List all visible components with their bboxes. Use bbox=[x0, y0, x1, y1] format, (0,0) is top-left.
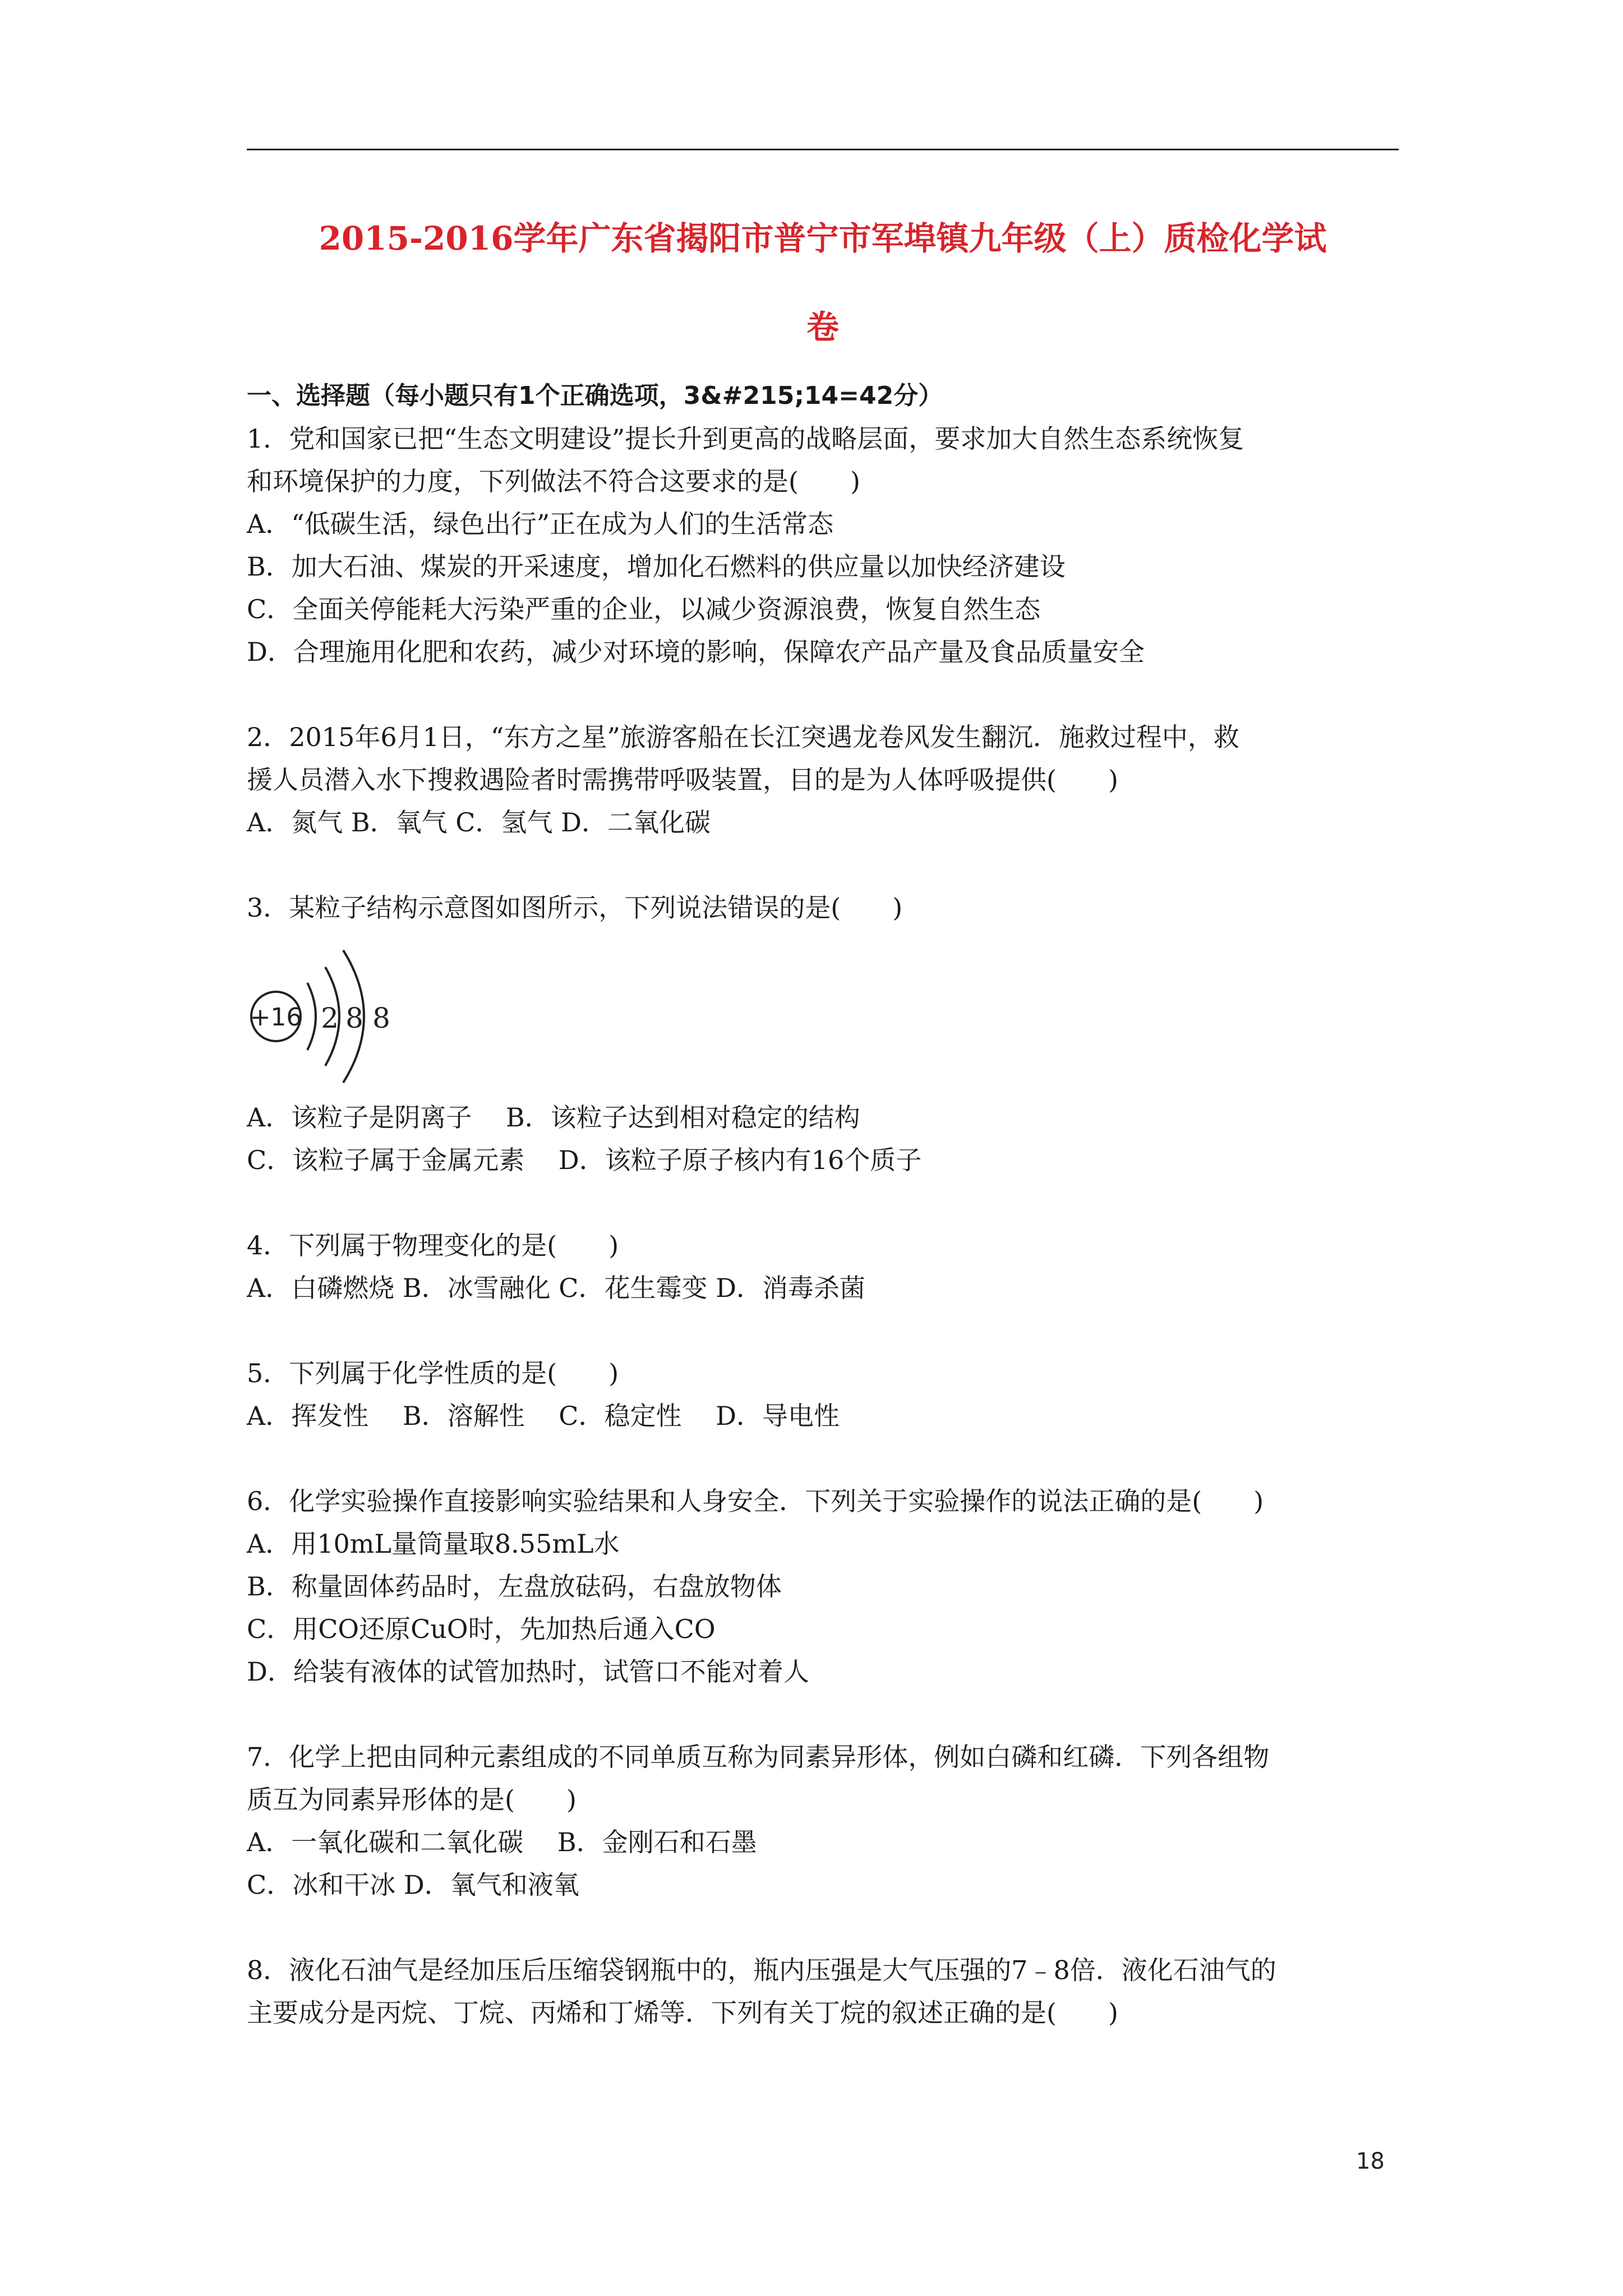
section-heading: 一、选择题（每小题只有1个正确选项，3&#215;14=42分） bbox=[247, 381, 943, 410]
atom-shell-diagram bbox=[247, 939, 437, 1091]
q8-stem-line2: 主要成分是丙烷、丁烷、丙烯和丁烯等．下列有关丁烷的叙述正确的是( ) bbox=[247, 1998, 1118, 2028]
q3-stem: 3．某粒子结构示意图如图所示，下列说法错误的是( ) bbox=[247, 892, 903, 923]
q7-stem-line1: 7．化学上把由同种元素组成的不同单质互称为同素异形体，例如白磷和红磷．下列各组物 bbox=[247, 1742, 1270, 1772]
q6-option-d: D．给装有液体的试管加热时，试管口不能对着人 bbox=[247, 1657, 809, 1687]
shell-arc-1 bbox=[307, 983, 316, 1050]
q3-options-ab: A．该粒子是阴离子 B．该粒子达到相对稳定的结构 bbox=[247, 1102, 860, 1133]
q2-options: A．氮气 B．氧气 C．氢气 D．二氧化碳 bbox=[247, 807, 711, 838]
q1-option-b: B．加大石油、煤炭的开采速度，增加化石燃料的供应量以加快经济建设 bbox=[247, 551, 1066, 582]
page-number: 18 bbox=[1356, 2148, 1385, 2174]
shell-2-electrons: 8 bbox=[345, 1002, 363, 1034]
q1-stem-line2: 和环境保护的力度，下列做法不符合这要求的是( ) bbox=[247, 466, 860, 496]
q8-stem-line1: 8．液化石油气是经加压后压缩袋钢瓶中的，瓶内压强是大气压强的7﹣8倍．液化石油气的 bbox=[247, 1955, 1276, 1985]
q1-option-a: A．“低碳生活，绿色出行”正在成为人们的生活常态 bbox=[247, 509, 834, 539]
q6-option-b: B．称量固体药品时，左盘放砝码，右盘放物体 bbox=[247, 1571, 782, 1602]
q6-option-a: A．用10mL量筒量取8.55mL水 bbox=[247, 1529, 620, 1559]
q6-option-c: C．用CO还原CuO时，先加热后通入CO bbox=[247, 1614, 716, 1644]
q1-option-c: C．全面关停能耗大污染严重的企业，以减少资源浪费，恢复自然生态 bbox=[247, 594, 1041, 624]
q2-stem-line2: 援人员潜入水下搜救遇险者时需携带呼吸装置，目的是为人体呼吸提供( ) bbox=[247, 765, 1118, 795]
particle-structure-diagram bbox=[247, 939, 1402, 1091]
shell-3-electrons: 8 bbox=[372, 1002, 390, 1034]
header-rule bbox=[247, 149, 1399, 150]
exam-title-line1: 2015-2016学年广东省揭阳市普宁市军埠镇九年级（上）质检化学试 bbox=[319, 219, 1327, 257]
q1-stem-line1: 1．党和国家已把“生态文明建设”提长升到更高的战略层面，要求加大自然生态系统恢复 bbox=[247, 424, 1244, 454]
q7-stem-line2: 质互为同素异形体的是( ) bbox=[247, 1784, 577, 1815]
q4-options: A．白磷燃烧 B．冰雪融化 C．花生霉变 D．消毒杀菌 bbox=[247, 1273, 865, 1303]
q1-option-d: D．合理施用化肥和农药，减少对环境的影响，保障农产品产量及食品质量安全 bbox=[247, 637, 1145, 667]
q3-options-cd: C．该粒子属于金属元素 D．该粒子原子核内有16个质子 bbox=[247, 1145, 922, 1175]
exam-title-line2: 卷 bbox=[806, 308, 839, 346]
nucleus-charge: +16 bbox=[250, 1003, 302, 1032]
q5-options: A．挥发性 B．溶解性 C．稳定性 D．导电性 bbox=[247, 1401, 840, 1431]
q2-stem-line1: 2．2015年6月1日，“东方之星”旅游客船在长江突遇龙卷风发生翻沉．施救过程中，救 bbox=[247, 722, 1239, 752]
q4-stem: 4．下列属于物理变化的是( ) bbox=[247, 1230, 619, 1260]
q5-stem: 5．下列属于化学性质的是( ) bbox=[247, 1358, 619, 1388]
q6-stem: 6．化学实验操作直接影响实验结果和人身安全．下列关于实验操作的说法正确的是( ) bbox=[247, 1486, 1264, 1516]
shell-1-electrons: 2 bbox=[321, 1002, 339, 1034]
q7-options-cd: C．冰和干冰 D．氧气和液氧 bbox=[247, 1870, 579, 1900]
q7-options-ab: A．一氧化碳和二氧化碳 B．金刚石和石墨 bbox=[247, 1827, 757, 1857]
exam-content bbox=[247, 375, 1402, 2034]
